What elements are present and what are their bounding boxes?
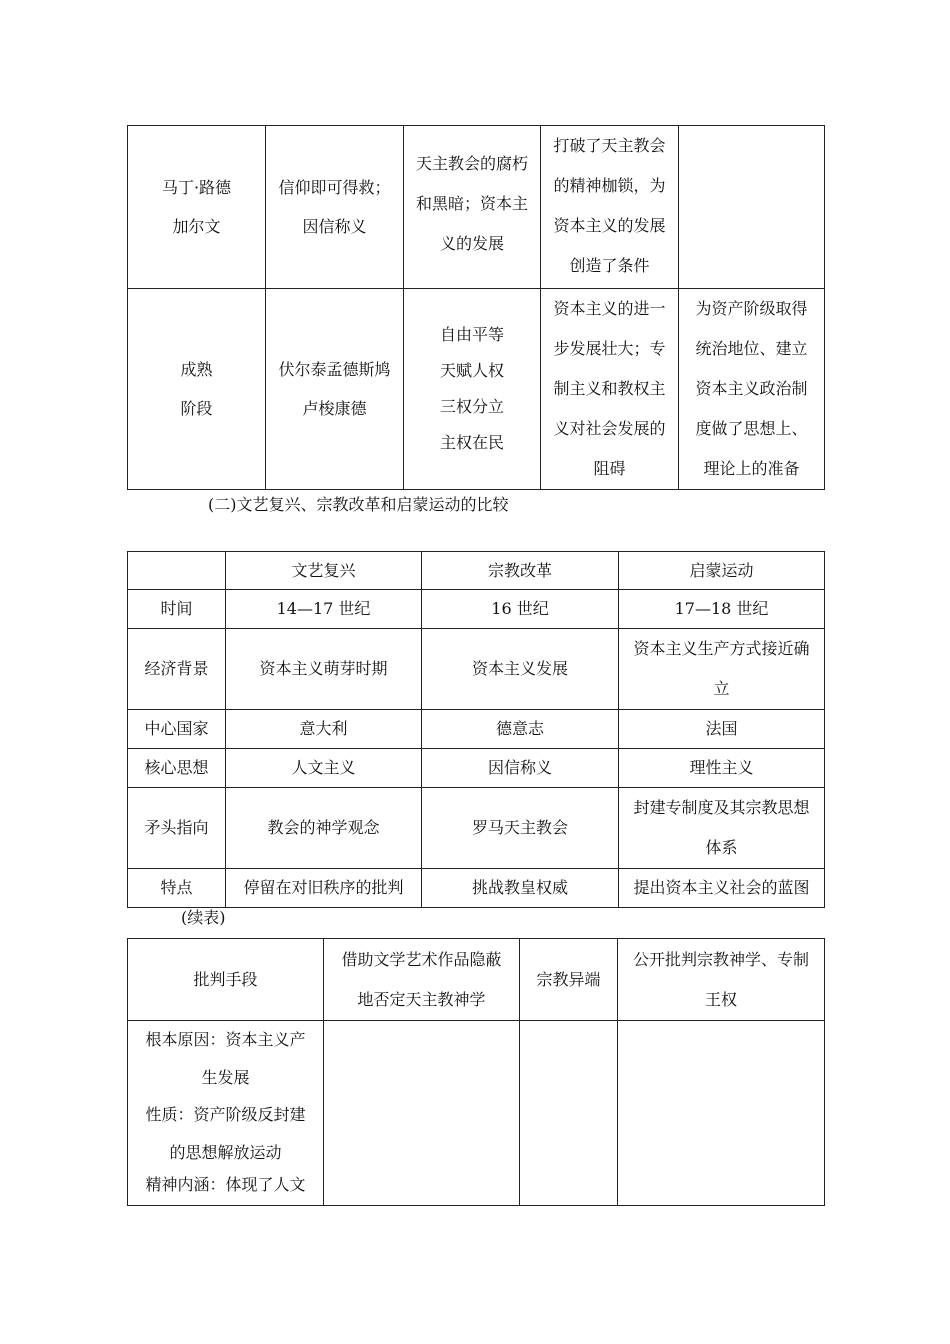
section-heading: (二)文艺复兴、宗教改革和启蒙运动的比较 [208,495,509,514]
header-cell: 文艺复兴 [226,552,422,590]
cell-line: 打破了天主教会 [553,136,666,155]
cell-representative [128,126,266,289]
cell-line: 精神内涵：体现了人文 [145,1175,306,1194]
table-cell: 罗马天主教会 [422,788,619,869]
row-label: 矛头指向 [128,788,226,869]
cell-line: 天赋人权 [439,360,504,380]
cell-line: 统治地位、建立 [695,339,808,358]
table-cell-empty [618,1021,825,1206]
cell-line: 资本主义的进一 [553,299,666,318]
cell-line: 伏尔泰孟德斯鸠 [278,360,391,379]
header-cell [128,552,226,590]
cell-idea [266,126,404,289]
cell-idea [404,289,541,490]
cell-line: 体系 [705,838,738,857]
table-row [128,1021,825,1206]
table-row [128,869,825,908]
cell-line: 信仰即可得救； [278,178,391,197]
cell-line: 地否定天主教神学 [357,989,486,1009]
cell-line: 性质：资产阶级反封建 [145,1105,306,1124]
header-cell: 宗教改革 [422,552,619,590]
continued-label: (续表) [181,908,226,927]
row-label: 核心思想 [128,749,226,788]
cell-line: 公开批判宗教神学、专制 [632,949,809,969]
table-row [128,788,825,869]
table-row [128,126,825,289]
cell-representative [266,289,404,490]
cell-line: 理论上的准备 [703,459,800,478]
table-cell: 宗教异端 [520,939,618,1021]
table-cell: 提出资本主义社会的蓝图 [619,869,825,908]
cell-line: 创造了条件 [569,256,650,275]
table-row [128,710,825,749]
row-label: 特点 [128,869,226,908]
table-row [128,749,825,788]
cell-line: 三权分立 [439,396,504,416]
table-cell-empty [520,1021,618,1206]
cell-line: 天主教会的腐朽 [415,154,528,173]
table-cell: 资本主义发展 [422,629,619,710]
table-cell [324,939,520,1021]
cell-stage [128,289,266,490]
table-cell: 意大利 [226,710,422,749]
row-label: 时间 [128,590,226,629]
table-row [128,289,825,490]
cell-line: 阻碍 [593,459,626,478]
cell-line: 的思想解放运动 [169,1143,282,1162]
table-row [128,629,825,710]
cell-line: 为资产阶级取得 [695,299,808,318]
comparison-table-continued [127,938,825,1206]
row-label: 经济背景 [128,629,226,710]
cell-line: 因信称义 [302,217,367,236]
cell-line: 自由平等 [439,324,504,344]
cell-line: 和黑暗；资本主 [415,194,528,213]
cell-line: 步发展壮大；专 [553,339,666,358]
cell-line: 资本主义生产方式接近确 [633,639,810,658]
table-cell: 教会的神学观念 [226,788,422,869]
cell-line: 生发展 [201,1068,250,1087]
cell-line: 卢梭康德 [302,399,367,418]
cell-line: 义的发展 [439,234,504,253]
comparison-table [127,551,825,908]
cell-line: 加尔文 [172,217,221,236]
table-cell: 德意志 [422,710,619,749]
table-cell: 14—17 世纪 [226,590,422,629]
table-row [128,939,825,1021]
table-cell: 资本主义萌芽时期 [226,629,422,710]
table-cell: 法国 [619,710,825,749]
cell-line: 借助文学艺术作品隐蔽 [341,949,502,969]
cell-line: 度做了思想上、 [695,419,808,438]
cell-line: 封建专制度及其宗教思想 [633,798,810,817]
row-label: 中心国家 [128,710,226,749]
cell-line: 义对社会发展的 [553,419,666,438]
table-cell [618,939,825,1021]
cell-line: 主权在民 [439,432,504,452]
table-cell-empty [324,1021,520,1206]
cell-line: 马丁·路德 [161,178,232,197]
cell-line: 制主义和教权主 [553,379,666,398]
cell-line: 阶段 [180,399,213,418]
table-cell: 因信称义 [422,749,619,788]
cell-line: 王权 [704,989,737,1009]
cell-impact [679,289,825,490]
cell-background [404,126,541,289]
table-row [128,590,825,629]
table-header-row [128,552,825,590]
cell-background [541,289,679,490]
table-cell [619,629,825,710]
cell-empty [679,126,825,289]
table-cell: 停留在对旧秩序的批判 [226,869,422,908]
cell-line: 根本原因：资本主义产 [145,1030,306,1049]
table-cell: 挑战教皇权威 [422,869,619,908]
table-cell [619,788,825,869]
thought-movements-table [127,125,825,490]
cell-line: 资本主义政治制 [695,379,808,398]
row-label: 批判手段 [128,939,324,1021]
table-cell: 人文主义 [226,749,422,788]
summary-cell [128,1021,324,1206]
table-cell: 17—18 世纪 [619,590,825,629]
header-cell: 启蒙运动 [619,552,825,590]
cell-line: 资本主义的发展 [553,216,666,235]
cell-impact [541,126,679,289]
table-cell: 理性主义 [619,749,825,788]
table-cell: 16 世纪 [422,590,619,629]
cell-line: 成熟 [180,360,213,379]
cell-line: 的精神枷锁，为 [553,176,666,195]
cell-line: 立 [713,679,730,698]
